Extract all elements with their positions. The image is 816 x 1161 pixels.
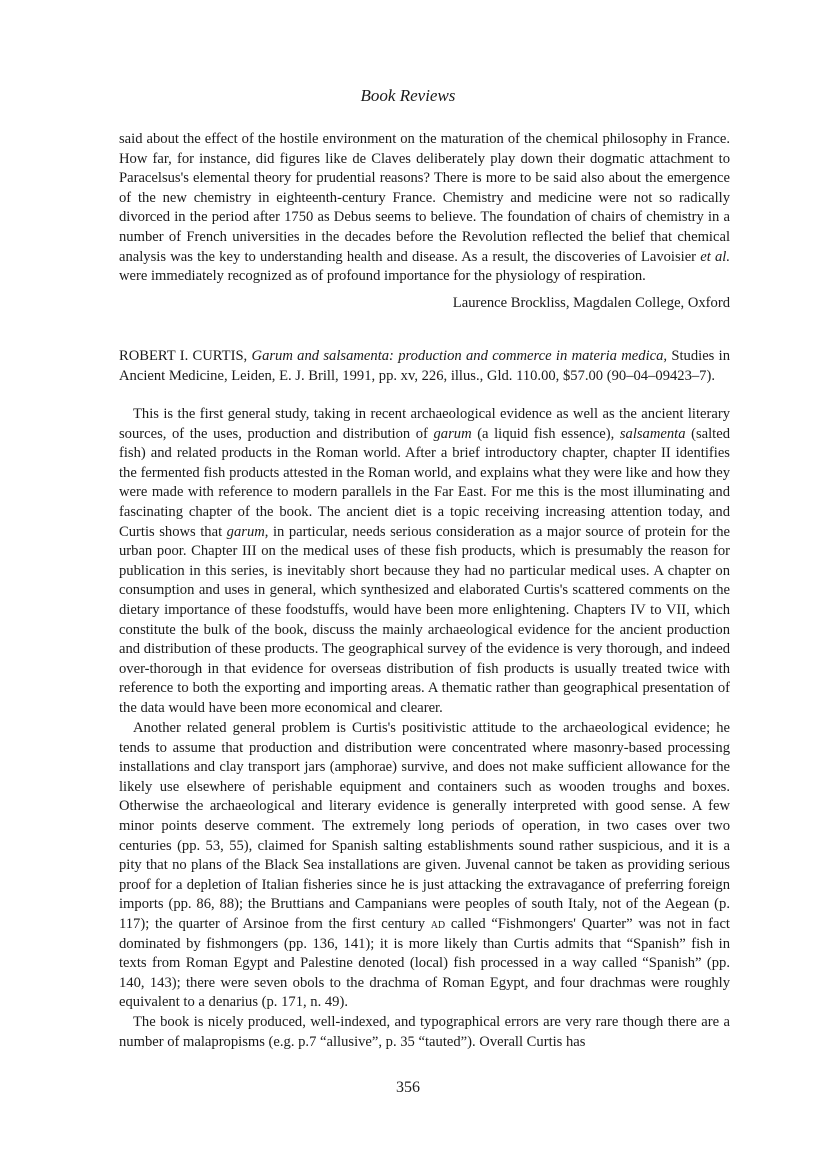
review-paragraph-3: The book is nicely produced, well-indexed, and typographical errors are very rare though there are a number of malapropisms (e.g. p.7 “allusive”, p. 35 “tauted”). Overall Curtis has: [119, 1014, 730, 1050]
review-paragraph-1: This is the first general study, taking in recent archaeological evidence as well as the ancient literary sources, of the uses, production and distribution of garum (a liquid fish essence), salsamenta (salted fish) and related products in the Roman world. After a brief introductory chapter, chapter II identifies the fermented fish products attested in the Roman world, and explains what they were like and how they were made with reference to modern parallels in the Far East. For me this is the most illuminating and fascinating chapter of the book. The ancient diet is a topic receiving increasing attention today, and Curtis shows that garum, in particular, needs serious consideration as a major source of protein for the urban poor. Chapter III on the medical uses of these fish products, which is presumably the reason for publication in this series, is inevitably short because they had no particular medical uses. A chapter on consumption and uses in general, which synthesized and elaborated Curtis's scattered comments on the dietary importance of these foodstuffs, would have been more enlightening. Chapters IV to VII, which constitute the bulk of the book, discuss the mainly archaeological evidence for the ancient production and distribution of these products. The geographical survey of the evidence is very thorough, and indeed over-thorough in that evidence for overseas distribution of fish products is usually treated twice with reference to both the exporting and importing areas. A thematic rather than geographical presentation of the data would have been more economical and clearer.: [119, 406, 730, 716]
book-title: Garum and salsamenta: production and commerce in materia medica,: [251, 348, 668, 364]
review-paragraph-2: Another related general problem is Curtis's positivistic attitude to the archaeological evidence; he tends to assume that production and distribution were concentrated where masonry-based processing installations and clay transport jars (amphorae) survive, and does not make sufficient allowance for the likely use elsewhere of perishable equipment and containers such as wooden troughs and boxes. Otherwise the archaeological and literary evidence is generally interpreted with good sense. A few minor points deserve comment. The extremely long periods of operation, in two cases over two centuries (pp. 53, 55), claimed for Spanish salting establishments sound rather suspicious, and it is a pity that no plans of the Black Sea installations are given. Juvenal cannot be taken as providing serious proof for a depletion of Italian fisheries since he is just attacking the extravagance of preferring foreign imports (pp. 86, 88); the Bruttians and Campanians were peoples of south Italy, not of the Aegean (p. 117); the quarter of Arsinoe from the first century ad called “Fishmongers' Quarter” was not in fact dominated by fishmongers (pp. 136, 141); it is more likely than Curtis admits that “Spanish” fish in texts from Roman Egypt and Palestine denoted (local) fish processed in a way called “Spanish” (pp. 140, 143); there were seven obols to the drachma of Roman Egypt, and four drachmas were roughly equivalent to a denarius (p. 171, n. 49).: [119, 720, 730, 1011]
reviewer-signature: Laurence Brockliss, Magdalen College, Oxford: [452, 295, 730, 311]
book-details: Studies in Ancient Medicine, Leiden, E. J. Brill, 1991, pp. xv, 226, illus., Gld. 110.00, $57.00 (90–04–09423–7).: [119, 348, 731, 384]
running-head: Book Reviews: [360, 86, 456, 105]
book-author: ROBERT I. CURTIS,: [119, 348, 248, 364]
previous-review-paragraph: said about the effect of the hostile environment on the maturation of the chemical philosophy in France. How far, for instance, did figures like de Claves deliberately play down their dogmatic attachment to Paracelsus's elemental theory for prudential reasons? There is more to be said also about the emergence of the new chemistry in eighteenth-century France. Chemistry and medicine were not so radically divorced in the period after 1750 as Debus seems to believe. The foundation of chairs of chemistry in a number of French universities in the decades before the Revolution reflected the belief that chemical analysis was the key to understanding health and disease. As a result, the discoveries of Lavoisier et al. were immediately recognized as of profound importance for the physiology of respiration.: [119, 131, 730, 285]
book-citation: [119, 347, 730, 386]
page-number: 356: [396, 1079, 420, 1096]
